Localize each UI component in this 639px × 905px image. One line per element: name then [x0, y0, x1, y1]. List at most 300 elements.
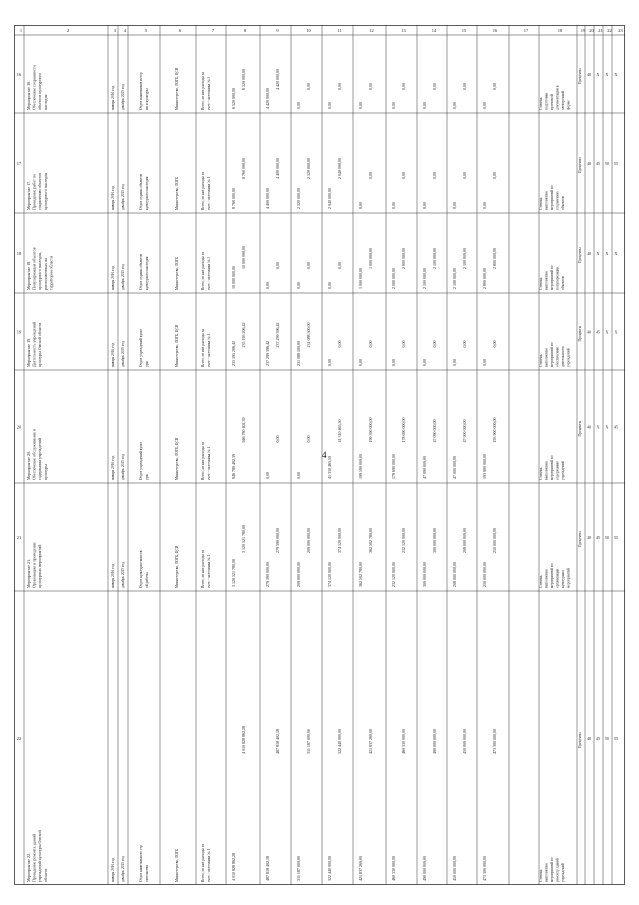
row-gov: Министерство, ЛОГБ	[175, 848, 179, 882]
row-name-line: Проведение ремонта зданий	[31, 833, 37, 882]
finance-value: 0,00	[306, 262, 311, 269]
row-indicator-line: объектов	[561, 276, 565, 290]
row-source: Всего, из них расходы за	[201, 844, 205, 882]
row-indicator-line: мероприятий по	[550, 185, 554, 210]
row-executor: уры	[145, 360, 149, 367]
column-number: 2	[66, 28, 70, 33]
row-name-line: культурного наследия	[42, 172, 48, 210]
row-number: 18	[16, 251, 22, 256]
finance-value: 0,00	[337, 83, 342, 90]
column-number: 1	[19, 28, 23, 33]
finance-value: 0,00	[358, 359, 363, 366]
target-value: 45	[614, 424, 618, 430]
table-row	[17, 321, 618, 367]
finance-value: 2 100 000,00	[422, 268, 427, 289]
finance-value: 0,00	[482, 202, 487, 209]
row-indicator-line: учреждений	[561, 863, 565, 882]
row-source: счет: - источника № 1	[207, 176, 211, 210]
target-value: 40	[587, 72, 591, 77]
column-number: 4	[123, 28, 127, 33]
row-name-line: Деятельность учреждений	[31, 321, 37, 367]
row-name-line: Мероприятие 20.	[26, 450, 31, 480]
finance-value: 4 010 828 862,28	[231, 853, 236, 881]
finance-value: 0,00	[401, 83, 406, 90]
finance-value: 47 000 000,00	[452, 456, 457, 479]
target-value: 50	[605, 161, 609, 166]
row-indicator-line: учреждений	[566, 348, 571, 367]
row-executor: Отдел учреждений культ	[139, 441, 143, 480]
finance-value: 6 520 000,00	[241, 69, 246, 90]
row-gov: Министерство, ЛОГБ, ЦСИ	[175, 545, 179, 588]
column-number: 8	[243, 28, 247, 33]
row-executor: оительства	[145, 865, 149, 882]
row-indicator-line: Степень	[539, 354, 543, 367]
finance-value: 3 120 521 780,00	[231, 559, 236, 587]
row-source: счет: - источника № 3	[207, 256, 211, 290]
target-value: 40	[587, 251, 591, 256]
column-number: 5	[144, 28, 148, 33]
row-indicator-line: электронной	[561, 90, 565, 110]
column-number: 7	[211, 28, 215, 33]
row-name-line: Мероприятие 18.	[26, 260, 31, 290]
target-value: 45	[596, 161, 600, 166]
target-value: Х	[605, 72, 609, 77]
finance-value: 0,00	[462, 83, 467, 90]
row-start: январь 2016 год	[111, 185, 115, 210]
column-number: 10	[306, 28, 311, 33]
row-unit: Проценты	[578, 68, 582, 84]
row-indicator-line: учреждений	[561, 461, 565, 480]
table-row	[17, 64, 618, 110]
finance-value: 41 310 465,50	[337, 419, 342, 443]
row-start: январь 2016 год	[111, 265, 115, 290]
row-indicator-line: документации в	[555, 85, 560, 110]
row-indicator-line: мероприятий по	[550, 265, 554, 290]
finance-value: 487 818 402,18	[265, 856, 270, 881]
row-end: декабрь 2025 год	[121, 562, 125, 588]
finance-value: 193 900 000,00	[482, 454, 487, 479]
finance-value: 421 837 260,00	[368, 729, 373, 754]
row-number: 19	[16, 329, 22, 335]
finance-value: 41 310 465,50	[327, 456, 332, 479]
finance-value: 4 400 000,00	[275, 158, 280, 179]
row-gov: Министерство, ЛОГБ, ЦСИ	[175, 324, 179, 367]
row-end: декабрь 2025 год	[121, 184, 125, 210]
row-name-line: Организация и проведение	[31, 542, 37, 588]
finance-value: 311 187 000,00	[296, 856, 301, 881]
row-name-line: содержания учреждений	[37, 438, 43, 480]
finance-value: 0,00	[462, 172, 467, 179]
row-start: январь 2016 год	[111, 85, 115, 110]
finance-value: 0,00	[306, 435, 311, 443]
rotated-table	[14, 25, 625, 885]
finance-value: 0,00	[327, 102, 332, 109]
finance-value: 1 000 000,00	[368, 248, 373, 269]
finance-value: 47 090 000,00	[422, 456, 427, 479]
target-value: Х	[614, 251, 618, 256]
finance-value: 2 000 000,00	[401, 248, 406, 269]
row-indicator-line: выполнения	[544, 569, 549, 588]
finance-value: 0,00	[265, 472, 270, 479]
finance-value: 2 320 000,00	[306, 158, 311, 179]
row-unit: Проценты	[578, 732, 582, 748]
finance-value: 2 100 000,00	[452, 268, 457, 289]
row-name-line: культуры Омской области	[37, 322, 43, 367]
table-row	[17, 726, 618, 882]
row-indicator-line: выполнения	[544, 271, 549, 290]
target-value: 50	[605, 535, 609, 540]
finance-value: 0,00	[391, 359, 396, 366]
row-end: декабрь 2025 год	[121, 856, 125, 882]
row-executor: ии и культуры	[145, 88, 149, 110]
column-number: 9	[276, 28, 279, 33]
target-value: 40	[587, 161, 591, 166]
finance-value: 231 088 500,00	[306, 322, 311, 348]
finance-value: 0,00	[422, 102, 427, 109]
row-number: 22	[16, 736, 22, 741]
finance-value: 487 818 402,18	[275, 729, 280, 754]
finance-value: 0,00	[275, 262, 280, 269]
finance-value: 2 000 000,00	[391, 268, 396, 289]
finance-value: 460 330 000,00	[401, 729, 406, 754]
finance-value: 450 000 000,00	[462, 729, 467, 754]
row-name-line: расположенных на	[42, 258, 48, 290]
finance-value: 0,00	[296, 102, 301, 109]
finance-value: 237 299 396,42	[275, 322, 280, 348]
finance-value: 421 837 260,00	[358, 856, 363, 881]
row-indicator-line: ремонту зданий	[555, 857, 560, 882]
finance-value: 0,00	[368, 340, 373, 348]
finance-value: 235 195 206,42	[241, 322, 246, 348]
finance-value: 0,00	[492, 83, 497, 90]
row-indicator-line: Степень	[539, 197, 543, 210]
row-start: январь 2016 год	[111, 563, 115, 588]
row-number: 21	[16, 535, 22, 540]
finance-value: 311 187 000,00	[306, 729, 311, 754]
row-name-line: наследия	[42, 94, 48, 110]
finance-value: 0,00	[452, 359, 457, 366]
row-gov: Министерство, ЛОГБ, ЦСИ	[175, 437, 179, 480]
column-number: 21	[598, 28, 603, 33]
row-indicator-line: Степень	[539, 575, 543, 588]
finance-value: 0,00	[452, 102, 457, 109]
page-number: 4	[322, 450, 327, 460]
row-indicator-line: выполнения	[544, 191, 549, 210]
row-end: декабрь 2025 год	[121, 84, 125, 110]
row-executor: Отдел капитального стр	[139, 845, 143, 882]
row-indicator-line: культурных	[561, 570, 565, 588]
target-value: Х	[605, 329, 609, 335]
finance-value: 4 010 828 862,28	[241, 726, 246, 754]
row-indicator-line: объектов	[561, 196, 565, 210]
finance-value: 199 590 000,00	[368, 417, 373, 443]
table-row	[17, 157, 618, 210]
target-value: Х	[596, 251, 600, 256]
finance-value: 0,00	[432, 83, 437, 90]
row-number: 16	[16, 72, 22, 77]
target-value: Х	[596, 424, 600, 430]
target-value: 40	[587, 329, 591, 335]
row-source: Всего, из них расходы за	[201, 172, 205, 210]
row-unit: Проценты	[578, 157, 582, 173]
finance-value: 0,00	[306, 83, 311, 90]
row-indicator-line: деятельности	[561, 346, 565, 367]
row-source: счет: - источника № 1	[207, 554, 211, 588]
row-end: декабрь 2025 год	[121, 264, 125, 290]
finance-value: 0,00	[401, 172, 406, 179]
target-value: 45	[596, 329, 600, 335]
finance-value: 0,00	[337, 262, 342, 269]
row-indicator-line: мероприятий по	[550, 563, 554, 588]
row-start: январь 2016 год	[111, 857, 115, 882]
row-source: Всего, из них расходы за	[201, 252, 205, 290]
finance-value: 460 330 000,00	[391, 856, 396, 881]
target-value: 55	[614, 161, 618, 166]
target-value: Х	[605, 424, 609, 430]
finance-value: 0,00	[296, 472, 301, 479]
row-name-line: Мероприятие 22.	[26, 852, 31, 882]
finance-value: 8 760 000,00	[231, 188, 236, 209]
row-executor: Отдел памятников истор	[139, 72, 143, 110]
target-value: 55	[614, 535, 618, 540]
row-name-line: Мероприятие 21.	[26, 558, 31, 588]
finance-value: 0,00	[462, 340, 467, 348]
finance-value: 2 320 000,00	[296, 188, 301, 209]
row-indicator-line: проектной	[550, 93, 554, 110]
finance-value: 232 120 000,00	[391, 562, 396, 587]
table-row	[17, 525, 618, 588]
finance-value: 2 800 000,00	[482, 268, 487, 289]
row-executor: Отдел культурно-массов	[139, 550, 143, 588]
finance-value: 47 090 000,00	[432, 419, 437, 443]
row-executor: уры	[145, 473, 149, 480]
row-indicator-line: мероприятий по	[550, 342, 554, 367]
row-indicator-line: популяризации	[555, 266, 560, 290]
finance-value: 250 000 000,00	[482, 562, 487, 587]
table-row	[17, 246, 618, 290]
finance-value: 490 000 000,00	[432, 729, 437, 754]
column-number: 20	[589, 28, 594, 33]
row-indicator-line: Степень	[539, 277, 543, 290]
row-executor: культурного наследия	[145, 176, 149, 210]
finance-value: 490 000 000,00	[422, 856, 427, 881]
target-value: 50	[605, 736, 609, 741]
finance-value: 0,00	[401, 340, 406, 348]
finance-value: 0,00	[432, 340, 437, 348]
finance-value: 10 000 000,00	[231, 266, 236, 289]
target-value: 40	[587, 736, 591, 741]
row-number: 17	[16, 161, 22, 166]
finance-value: 0,00	[422, 359, 427, 366]
finance-value: 374 120 000,00	[337, 528, 342, 553]
row-executor: Отдел охраны объектов	[139, 173, 143, 210]
target-value: 45	[596, 736, 600, 741]
row-executor: Отдел охраны объектов	[139, 253, 143, 290]
table-row	[17, 418, 618, 481]
finance-value: 10 000 000,00	[241, 246, 246, 269]
finance-value: 946 780 402,39	[241, 417, 246, 443]
finance-value: 208 000 000,00	[452, 562, 457, 587]
finance-value: 322 440 000,00	[337, 729, 342, 754]
row-indicator-line: форме	[566, 100, 571, 110]
row-end: декабрь 2025 год	[121, 341, 125, 367]
row-indicator-line: выполнения	[544, 461, 549, 480]
row-indicator-line: содержанию	[555, 460, 560, 480]
finance-value: 0,00	[452, 202, 457, 209]
finance-value: 0,00	[358, 202, 363, 209]
row-number: 20	[16, 424, 22, 430]
finance-value: 8 760 000,00	[241, 158, 246, 179]
row-source: Всего, из них расходы за	[201, 550, 205, 588]
finance-value: 2 100 000,00	[432, 248, 437, 269]
column-number: 18	[557, 28, 563, 33]
row-end: декабрь 2025 год	[121, 454, 125, 480]
row-indicator-line: сохранению	[555, 191, 560, 210]
row-executor: Отдел учреждений культ	[139, 328, 143, 367]
row-name-line: объектов культурного	[37, 72, 43, 110]
row-name-line: области	[42, 868, 48, 882]
finance-value: 0,00	[358, 102, 363, 109]
finance-value: 0,00	[492, 172, 497, 179]
finance-value: 0,00	[492, 340, 497, 348]
finance-value: 208 000 000,00	[462, 528, 467, 553]
finance-value: 4 420 000,00	[275, 69, 280, 90]
row-name-line: Мероприятие 16.	[26, 80, 31, 110]
finance-value: 235 195 206,42	[231, 341, 236, 366]
row-name-line: Мероприятие 17.	[26, 180, 31, 210]
row-name-line: культурных мероприятий	[37, 544, 43, 588]
row-indicator-line: выполнения	[544, 863, 549, 882]
finance-value: 232 120 000,00	[401, 528, 406, 553]
finance-value: 374 120 000,00	[327, 562, 332, 587]
finance-value: 2 100 000,00	[462, 248, 467, 269]
row-unit: Проценты	[578, 325, 582, 342]
row-name-line: Популяризация объектов	[31, 247, 37, 290]
column-number: 16	[492, 28, 498, 33]
finance-value: 0,00	[368, 172, 373, 179]
row-unit: Проценты	[578, 247, 582, 263]
finance-value: 47 000 000,00	[462, 419, 467, 443]
row-source: счет: - источника № 1	[207, 446, 211, 480]
finance-value: 279 390 000,00	[265, 562, 270, 587]
target-value: 55	[614, 736, 618, 741]
target-value: 40	[587, 424, 591, 430]
row-source: Всего, из них расходы за	[201, 72, 205, 110]
column-number: 13	[401, 28, 406, 33]
row-name-line: территории области	[48, 255, 54, 290]
finance-value: 946 780 402,39	[231, 454, 236, 479]
row-indicator-line: Степень	[539, 869, 543, 882]
finance-value: 0,00	[327, 359, 332, 366]
row-name-line: культуры	[42, 464, 48, 480]
row-source: счет: - источника № 3	[207, 76, 211, 110]
finance-value: 0,00	[482, 359, 487, 366]
row-name-line: культурного наследия,	[37, 251, 43, 290]
finance-value: 4 400 000,00	[265, 188, 270, 209]
column-number: 22	[607, 28, 612, 33]
finance-value: 4 420 000,00	[265, 88, 270, 109]
row-unit: Проценты	[578, 420, 582, 437]
finance-value: 0,00	[368, 83, 373, 90]
finance-value: 3 120 521 780,00	[241, 525, 246, 553]
finance-value: 2 040 000,00	[337, 158, 342, 179]
column-number: 15	[461, 28, 467, 33]
finance-value: 6 520 000,00	[231, 88, 236, 109]
column-number: 11	[337, 28, 342, 33]
finance-value: 2 800 000,00	[492, 248, 497, 269]
finance-value: 0,00	[391, 202, 396, 209]
finance-value: 231 088 500,00	[296, 341, 301, 366]
row-indicator-line: Степень	[539, 97, 543, 110]
row-name-line: Обеспечение сохранности	[31, 65, 37, 110]
target-value: Х	[614, 72, 618, 77]
finance-value: 209 000 000,00	[296, 562, 301, 587]
finance-value: 473 300 000,00	[492, 729, 497, 754]
row-name-line: Обеспечение обслуживания и	[31, 429, 37, 480]
target-value: Х	[596, 72, 600, 77]
target-value: Х	[614, 329, 618, 335]
row-source: Всего, из них расходы за	[201, 442, 205, 480]
finance-value: 450 000 000,00	[452, 856, 457, 881]
row-source: Всего, из них расходы за	[201, 329, 205, 367]
column-number: 12	[369, 28, 374, 33]
row-name-line: сохранению объектов	[37, 173, 43, 210]
row-source: счет: - источника № 1	[207, 333, 211, 367]
finance-value: 0,00	[337, 340, 342, 348]
row-indicator-line: обеспечению	[555, 346, 560, 367]
column-number: 17	[523, 28, 529, 33]
finance-value: 199 590 000,00	[358, 454, 363, 479]
finance-value: 0,00	[432, 172, 437, 179]
finance-value: 300 000 000,00	[432, 528, 437, 553]
finance-value: 362 502 780,00	[358, 562, 363, 587]
row-gov: Министерство, ЛОГБ	[175, 176, 179, 210]
finance-value: 362 502 780,00	[368, 528, 373, 553]
row-start: январь 2016 год	[111, 342, 115, 367]
target-value: 45	[596, 535, 600, 540]
row-gov: Министерство, ЛОГБ	[175, 256, 179, 290]
column-number: 14	[431, 28, 437, 33]
finance-value: 0,00	[327, 282, 332, 289]
finance-value: 178 690 000,00	[401, 417, 406, 443]
finance-value: 0,00	[265, 282, 270, 289]
finance-value: 209 000 000,00	[306, 528, 311, 553]
table-border	[15, 26, 625, 885]
column-number: 6	[178, 28, 182, 33]
row-indicator-line: организации	[555, 568, 560, 588]
finance-value: 0,00	[391, 102, 396, 109]
row-indicator-line: мероприятий по	[550, 455, 554, 480]
row-executor: ой работы	[145, 572, 149, 588]
finance-value: 322 440 000,00	[327, 856, 332, 881]
finance-value: 0,00	[275, 435, 280, 443]
finance-value: 193 900 000,00	[492, 417, 497, 443]
row-name-line: Проведение работ по	[31, 174, 37, 210]
row-name-line: Мероприятие 19.	[26, 337, 31, 367]
finance-value: 237 299 396,42	[265, 341, 270, 366]
row-indicator-line: выполнения	[544, 348, 549, 367]
column-number: 23	[618, 28, 623, 33]
row-start: январь 2016 год	[111, 455, 115, 480]
row-source: счет: - источника № 1	[207, 848, 211, 882]
row-gov: Министерство, ЛОГБ, ЦСИ	[175, 67, 179, 110]
row-executor: культурного наследия	[145, 256, 149, 290]
finance-value: 0,00	[482, 102, 487, 109]
column-number: 19	[580, 28, 586, 33]
row-name-line: учреждений культуры Омской	[37, 830, 43, 882]
finance-value: 250 000 000,00	[492, 528, 497, 553]
finance-value: 1 000 000,00	[358, 268, 363, 289]
